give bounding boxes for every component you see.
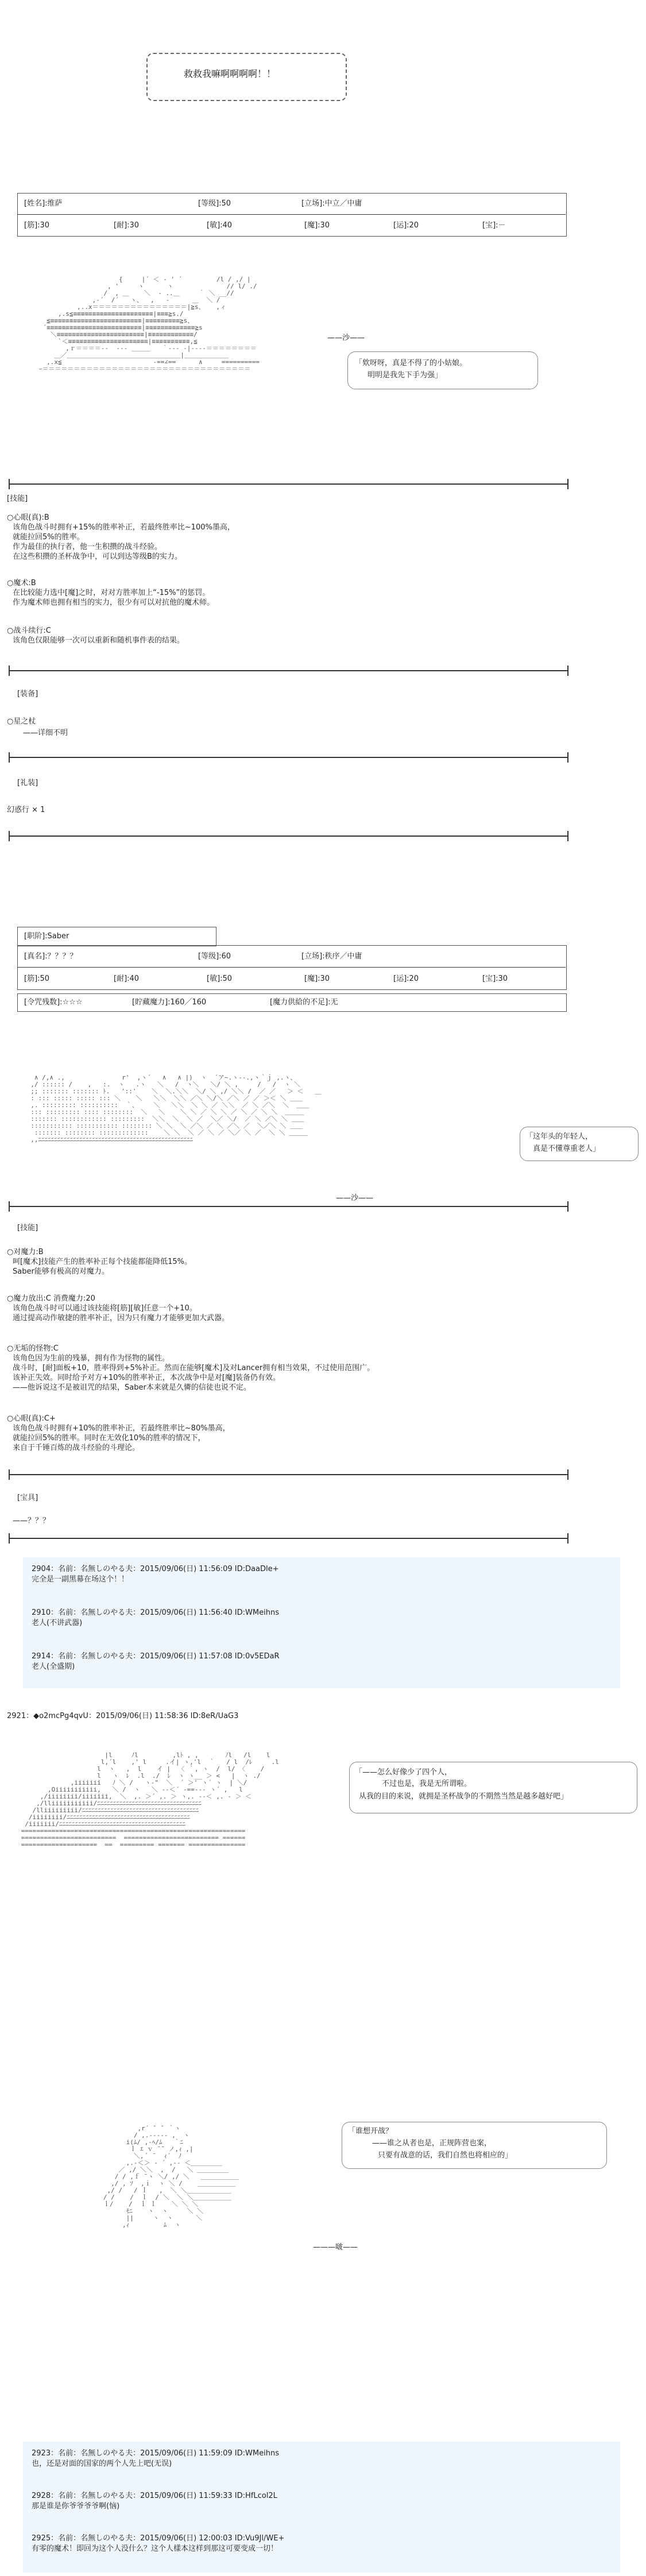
character-art: ∧ /,∧ ., r' ,ヽ´ ∧ ∧ |) ヽ ´ア~.ヽ-‐.,ヽ｀ｊ ,.ヽ、 ,/ :::::: / , :. ヽ .ヽ ＼ / ヽ＼ ＼/ ＼ , / / ヽ ＼ ;; ::::::: ::::::: ﾄ. '::' ＼ ＼.＼＼ ＼/ ＼ ,/ ＼＼ / ／ ／ ＞ ＜ ＿ : ::: ::::: ::::: ::: ＼ ＼ ＼＼ ＼＼ ／＼ ＼/＼ ／＼ ／ ／ ＞＜ ＼ ＿＿ ,. ::::::::: :::::::::: ｀、 ＼ ＼＼ ＼ ＼ ／ ＼＼ ／ ＼ ／＼ ＼ ＿＿ ::: ::::::::: :::: :::::::: ＼ ＼ ＼ ＼ ／ ＼ ＼ ／ ＼ ／ ＼ ＼ ＿＿＿ ::::::: :::::::::::: ::::::::: ＼＼ ＼ ＼ ／ ＼／ ＼/ ／ ＼ ／＼ ＼ ＿＿ ::::::::::: ::::::::::: :::::::: ＼ ＼ ＼ ／＼ ／ ＼ ／＼ ／ ＼／＼ ＼ ＿＿ ::::::: :::::::: ::::::::::::: ＼ ＼ ＼ ／ ＼ ／ ＼／ ＼ ／ ＼ ＼ ＿＿＿ ,,ﾆﾆﾆﾆﾆﾆﾆﾆﾆﾆﾆﾆﾆﾆﾆﾆﾆﾆﾆﾆﾆﾆﾆﾆﾆﾆﾆﾆﾆﾆﾆﾆﾆﾆﾆﾆﾆﾆﾆﾆﾆﾆﾆﾆﾆﾆﾆﾆﾆ bbox=[30, 1074, 322, 1143]
divider-cap bbox=[9, 1533, 10, 1544]
skill-line: 在这些积攒的圣杯战争中，可以到达等级B的实力。 bbox=[13, 552, 182, 561]
char1-skills-title: [技能] bbox=[7, 494, 28, 503]
char1-stat: [敏]:40 bbox=[207, 221, 233, 230]
skill-name: ○心眼(真):B bbox=[7, 513, 49, 522]
divider-cap bbox=[9, 666, 10, 676]
skill-line: 呵[魔术]技能产生的胜率补正每个技能都能降低15%。 bbox=[13, 1258, 192, 1266]
skill-line: 该角色仅限能够一次可以重新和随机事件表的结果。 bbox=[13, 636, 185, 645]
comment-body: 有零的魔术！即回为这个人没什么？这个人樣本这样到那这可要变成一切！ bbox=[32, 2544, 278, 2553]
char2-stat: [筋]:50 bbox=[24, 974, 50, 983]
divider bbox=[17, 967, 566, 968]
post-dialog-a3: 从我的目的来说，就拥是圣杯战争的不期然当然是越多越好吧」 bbox=[359, 1792, 568, 1801]
char1-spell-title: [礼装] bbox=[17, 779, 38, 787]
skill-line: 就能拉回5%的胜率。同时在无效化10%的胜率的情况下， bbox=[13, 1434, 206, 1442]
divider bbox=[17, 214, 566, 215]
skill-line: 作为最佳的执行者，他一生积攒的战斗经验。 bbox=[13, 543, 163, 551]
skill-line: ——他诉说这不是被诅咒的结果，Saber本来就是久憐的信徒也说不定。 bbox=[13, 1383, 251, 1392]
divider-cap bbox=[567, 1469, 568, 1480]
char1-stance: [立场]:中立／中庸 bbox=[301, 199, 362, 208]
char1-equip-title: [装备] bbox=[17, 690, 38, 698]
skill-line: 就能拉回5%的胜率。 bbox=[13, 533, 84, 541]
np-line: ——？？？ bbox=[13, 1517, 51, 1525]
comment-body: 老人(不讲武器) bbox=[32, 1619, 83, 1627]
post-dialog-b2: ——谁之从者也是，正规阵营也案， bbox=[372, 2139, 492, 2148]
divider-cap bbox=[9, 479, 10, 489]
comment-body: 完全是一副黑幕在场这个！！ bbox=[32, 1575, 129, 1584]
section-divider bbox=[9, 670, 568, 671]
section-divider bbox=[9, 1474, 568, 1475]
divider-cap bbox=[567, 831, 568, 841]
skill-line: 该角色战斗时拥有+15%的胜率补正，若最终胜率比~100%墨高， bbox=[13, 523, 235, 532]
divider-cap bbox=[9, 1201, 10, 1212]
char2-dialog-line2: 真是不懂尊重老人」 bbox=[533, 1144, 601, 1153]
skill-line: 该补正失效。同时给予对方+10%的胜率补正，本次战争中是对[魔]装备仍有效。 bbox=[13, 1374, 280, 1382]
divider-cap bbox=[9, 1469, 10, 1480]
divider-cap bbox=[9, 752, 10, 763]
skill-line: Saber能够有极高的对魔力。 bbox=[13, 1267, 109, 1276]
character-art: { |´ ＜ ‐ ' ´ /l / ,/ | , ' ヽ ヽ // l/ ./ / , ＿ ＼ ‐ ..＿ ｀ ＼ __// ,-´ /´ ヽ、 , - ＿ ＼ / ,..x＝＝＝＝＝＝＝＝＝＝＝＝＝＝＝|≧s、 ,ィ ,.s≦≡≡≡≡≡≡≡≡≡≡≡≡≡≡≡≡≡≡≡≡≡|≡≡≡≧s./ ≦≡≡≡≡≡≡≡≡≡≡≡≡≡≡≡≡≡≡≡≡≡≡≡≡|≡≡≡≡≡≡≡≡≡≧s、 ´≡≡≡≡≡≡≡≡≡≡≡≡≡≡≡≡≡≡≡≡≡≡≡≡≡|≡≡≡≡≡≡≡≡≡≡≡≡≡≧s ＼≡≡≡≡≡≡≡≡≡≡≡≡≡≡≡≡≡≡≡≡≡≡≡|≡≡≡≡≡≡≡≡≡≡≡≡/ `＜≡≡≡≡≡≡≡≡≡≡≡≡≡≡≡≡≡≡≡≡≡|≡≡≡≡≡≡≡≡≡≡,≦ ,ｒ＝＝＝＝‐- ‐‐‐ ＿＿＿ ｀‐‐‐ ‐|‐‐‐‐＝＝＝＝＝＝＝＝ ＿／＿＿＿＿＿＿＿＿＿＿＿＿＿＿＿＿＿＿|＿＿＿＿＿＿＿ ,.x≦ -==∠== ∧ ========== ｰ＝＝＝＝＝＝＝＝＝＝＝＝＝＝＝＝＝＝＝＝＝＝＝＝＝＝＝＝＝＝＝＝＝ bbox=[38, 276, 260, 373]
char2-skills-title: [技能] bbox=[17, 1224, 38, 1232]
char1-sfx: ——沙—— bbox=[327, 334, 365, 342]
char1-stat: [筋]:30 bbox=[24, 221, 50, 230]
skill-name: ○魔力放出:C 消费魔力:20 bbox=[7, 1294, 95, 1303]
char1-stat: [宝]:－ bbox=[482, 221, 506, 230]
char2-sfx: ——沙—— bbox=[336, 1194, 374, 1202]
skill-name: ○心眼(真):C+ bbox=[7, 1414, 56, 1423]
skill-name: ○无垢的怪物:C bbox=[7, 1344, 59, 1353]
banner-text: 救救我嘛啊啊啊啊！！ bbox=[184, 68, 276, 79]
spell-line: 幻惑行 × 1 bbox=[7, 806, 45, 814]
divider-cap bbox=[9, 831, 10, 841]
char2-stat: [耐]:40 bbox=[114, 974, 140, 983]
char1-dialog-line2: 明明是我先下手为强」 bbox=[368, 371, 443, 380]
char2-stat: [宝]:30 bbox=[482, 974, 508, 983]
comment-body: 老人(全盛期) bbox=[32, 1662, 75, 1671]
post-dialog-a2: 不过也是，我是无所谓啦。 bbox=[382, 1780, 472, 1788]
skill-line: 通过提高动作敏捷的胜率补正，因为只有魔力才能够更加大武器。 bbox=[13, 1314, 230, 1322]
char1-dialog-line1: 「欸呀呀，真是不得了的小姑娘。 bbox=[355, 359, 467, 368]
char1-stat: [魔]:30 bbox=[304, 221, 330, 230]
post-dialog-a1: 「——怎么好像少了四个人， bbox=[355, 1768, 452, 1777]
section-divider bbox=[9, 836, 568, 837]
skill-line: 该角色战斗时可以通过该技能将[筋][敏]任意一个+10。 bbox=[13, 1304, 197, 1313]
char2-dialog-line1: 「这年头的年轻人， bbox=[525, 1132, 593, 1141]
skill-line: 该角色战斗时拥有+10%的胜率补正，若最终胜率比~80%墨高， bbox=[13, 1424, 230, 1433]
character-art: |l ﾉl ,lﾄ , , ﾉl /l l l,´l ,' l .イ| ヽ,'l ｀ / l /ﾚ .l l ヽ , l イ | 〈 ｀, ヽ / l/ 〈 / l ヽ ﾚ .l ./ ﾚ ヽ ヽ__ ＞ < | ヽ ./ ,iiiiiii ﾉ ＼ / ヽ‐" ＼ ´ ＞' ヽ´ ヽ | ＼/ ,Oiiiiiiiiiii, ＼ / ヽ ＼ -‐＜´ -==--- ヽ´ , l ,/iiiiiiii/iiiiiii, ＼ ,. ＞´ ,. ＞ ヽ,. -‐＜ ,. ‐ ＞ ＜ ,/lliiiiiiiiiii/ﾆﾆﾆﾆﾆﾆﾆﾆﾆﾆﾆﾆﾆﾆﾆﾆﾆﾆﾆﾆﾆﾆﾆﾆﾆﾆﾆﾆﾆﾆﾆﾆﾆ /lliiiiiiiii/ﾆﾆﾆﾆﾆﾆﾆﾆﾆﾆﾆﾆﾆﾆﾆﾆﾆﾆﾆﾆﾆﾆﾆﾆﾆﾆﾆﾆﾆﾆﾆﾆﾆﾆﾆﾆﾆ /iiiiiiii/ﾆﾆﾆﾆﾆﾆﾆﾆﾆﾆﾆﾆﾆﾆﾆﾆﾆﾆﾆﾆﾆﾆﾆﾆﾆﾆﾆﾆﾆﾆﾆﾆﾆﾆﾆﾆﾆﾆﾆ /iiiiiii/ﾆﾆﾆﾆﾆﾆﾆﾆﾆﾆﾆﾆﾆﾆﾆﾆﾆﾆﾆﾆﾆﾆﾆﾆﾆﾆﾆﾆﾆﾆﾆﾆﾆﾆﾆﾆﾆﾆﾆﾆ =========================================================== ========================= ========================= ====== ==================== == ========= ======= =============== bbox=[21, 1751, 279, 1848]
divider-cap bbox=[567, 479, 568, 489]
post-dialog-b3: 只要有战意的话，我们自然也将相应的」 bbox=[378, 2151, 513, 2160]
post-header: 2921：◆o2mcPg4qvU：2015/09/06(日) 11:58:36 ID:8eR/UaG3 bbox=[7, 1712, 239, 1720]
char2-stat: [敏]:50 bbox=[207, 974, 233, 983]
equip-name: ○星之杖 bbox=[7, 717, 36, 726]
divider-cap bbox=[567, 1533, 568, 1544]
char1-stat: [运]:20 bbox=[393, 221, 419, 230]
skill-line: 该角色因为生前的残暴，拥有作为怪物的属性。 bbox=[13, 1354, 170, 1363]
divider-cap bbox=[567, 1201, 568, 1212]
char1-level: [等级]:50 bbox=[198, 199, 231, 208]
section-divider bbox=[9, 484, 568, 485]
char2-stat: [运]:20 bbox=[393, 974, 419, 983]
char1-name: [姓名]:维萨 bbox=[24, 199, 63, 208]
skill-line: 战斗时，[耐]面板+10，胜率得到+5%补正。然而在能够[魔术]及对Lancer拥有相当效果，不过使用范围广。 bbox=[13, 1364, 375, 1372]
comment-header: 2928：名前：名無しのやる夫：2015/09/06(日) 11:59:33 ID:HfLcol2L bbox=[32, 2492, 277, 2500]
comment-header: 2904：名前：名無しのやる夫：2015/09/06(日) 11:56:09 ID:DaaDle+ bbox=[32, 1565, 279, 1573]
comment-body: 也，还是对面的国家的两个人先上吧(无误) bbox=[32, 2459, 172, 2468]
section-divider bbox=[9, 1206, 568, 1207]
skill-name: ○对魔力:B bbox=[7, 1248, 44, 1256]
comment-header: 2923：名前：名無しのやる夫：2015/09/06(日) 11:59:09 ID:WMeihns bbox=[32, 2449, 279, 2458]
char2-command: [令咒残数]:☆☆☆ bbox=[24, 998, 83, 1007]
char2-stance: [立场]:秩序／中庸 bbox=[301, 952, 362, 961]
divider-cap bbox=[567, 752, 568, 763]
divider-cap bbox=[567, 666, 568, 676]
post-dialog-b1: 「谁想开战？ bbox=[348, 2127, 393, 2136]
comment-header: 2914：名前：名無しのやる夫：2015/09/06(日) 11:57:08 ID:0v5EDaR bbox=[32, 1652, 280, 1661]
char2-np-title: [宝具] bbox=[17, 1494, 38, 1502]
comment-header: 2910：名前：名無しのやる夫：2015/09/06(日) 11:56:40 ID:WMeihns bbox=[32, 1608, 279, 1617]
char2-stat: [魔]:30 bbox=[304, 974, 330, 983]
char2-class: [职阶]:Saber bbox=[24, 932, 69, 941]
skill-line: 来自于千锤百炼的战斗经验的斗理论。 bbox=[13, 1444, 140, 1452]
post-sfx: ———啵—— bbox=[313, 2243, 358, 2252]
skill-name: ○魔术:B bbox=[7, 579, 36, 587]
comment-body: 那是谁是你爷爷爷爷啊(恼) bbox=[32, 2502, 120, 2511]
section-divider bbox=[9, 1538, 568, 1539]
section-divider bbox=[9, 757, 568, 758]
char2-name: [真名]:？？？？ bbox=[24, 952, 78, 961]
skill-line: 作为魔术师也拥有相当的实力，很少有可以对抗他的魔术师。 bbox=[13, 598, 215, 607]
skill-line: 在比较能力选中[魔]之时，对对方胜率加上“-15%”的惩罚。 bbox=[13, 589, 210, 597]
char2-mana-shortage: [魔力供給的不足]:无 bbox=[270, 998, 338, 1007]
equip-desc: ——详细不明 bbox=[23, 729, 68, 737]
character-art: ,r´ ¯ ¯ ｀ヽ / ,.--‐‐- , ヽ i(ﾑ/ ,-ﾍ/ﾑ ｀ﾆ ｌ ｴ ｖ ¯¯ ノ,ｨ ,| ＼, ﾟ ¯ ｨ´ ﾉ ,.-＜＞ ‐ ´ ,-‐ ＜＿＿＿＿＿ ／ ,/ ＼＼ , / ＼ ＿＿＿＿＿ / / ,ｆ ¯ヽ ＼/ ,/ ＼ ＿＿＿＿＿＿ ,/ , ｿ ,ｉ ヽ ＼ / ＿＿＿＿＿＿ ,/ / / ｌ , ＼ ＼＿＿＿＿＿＿＿ / / / ｌ / ＼ ＼ ＼＿＿＿＿＿＿ ｌ/ / ｌ ｌ ＼ ＼ ＼ ﾓﾆ ヽ ヽ ＼ ＼ || ヽ ヽ ＼ ,ｨ ﾑ ヽ bbox=[103, 2125, 239, 2229]
char2-mana: [貯藏魔力]:160／160 bbox=[132, 998, 207, 1007]
char2-level: [等级]:60 bbox=[198, 952, 231, 961]
skill-name: ○战斗续行:C bbox=[7, 626, 51, 635]
char1-stat: [耐]:30 bbox=[114, 221, 140, 230]
comment-header: 2925：名前：名無しのやる夫：2015/09/06(日) 12:00:03 ID:Vu9Jl/WE+ bbox=[32, 2534, 285, 2543]
